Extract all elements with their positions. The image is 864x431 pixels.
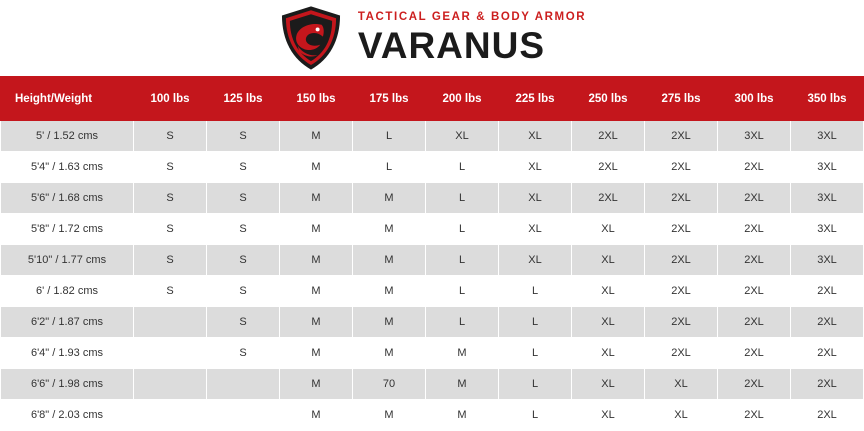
size-cell: S [134,214,207,245]
row-header-height: 6'6" / 1.98 cms [1,369,134,400]
size-cell: S [134,121,207,152]
size-cell: 2XL [791,400,864,431]
column-header-275lbs: 275 lbs [645,77,718,121]
size-cell: 2XL [718,276,791,307]
size-cell: M [280,369,353,400]
size-cell: 2XL [718,338,791,369]
table-header [1,77,864,121]
size-cell: 2XL [572,152,645,183]
varanus-lizard-shield-logo-icon [278,5,344,71]
size-cell: XL [572,276,645,307]
size-cell: 2XL [572,183,645,214]
size-cell: L [426,245,499,276]
size-cell: M [280,183,353,214]
size-cell: M [280,152,353,183]
size-cell: L [499,338,572,369]
table-row [1,400,864,431]
size-cell: M [353,400,426,431]
size-cell: 2XL [645,183,718,214]
header-row [1,77,864,121]
size-cell: S [207,183,280,214]
size-cell: XL [572,245,645,276]
size-cell: L [426,152,499,183]
size-cell: M [353,338,426,369]
size-cell: XL [645,400,718,431]
size-cell: 2XL [645,214,718,245]
column-header-175lbs: 175 lbs [353,77,426,121]
size-cell [134,338,207,369]
brand-name: VARANUS [357,24,546,66]
size-cell: S [134,245,207,276]
size-cell: 2XL [645,245,718,276]
size-cell: M [353,245,426,276]
row-header-height: 5'8" / 1.72 cms [1,214,134,245]
table-row [1,214,864,245]
row-header-height: 5'6" / 1.68 cms [1,183,134,214]
column-header-125lbs: 125 lbs [207,77,280,121]
size-cell: L [426,307,499,338]
size-cell: XL [572,369,645,400]
size-cell: 2XL [645,307,718,338]
size-cell: S [207,152,280,183]
brand-header [0,0,864,76]
size-cell: 2XL [718,214,791,245]
row-header-height: 6' / 1.82 cms [1,276,134,307]
size-cell [134,400,207,431]
size-cell: 2XL [718,369,791,400]
size-cell: 2XL [791,276,864,307]
size-cell: 2XL [718,400,791,431]
size-cell: M [426,338,499,369]
size-cell: 3XL [791,183,864,214]
column-header-300lbs: 300 lbs [718,77,791,121]
size-cell: 70 [353,369,426,400]
size-cell [134,307,207,338]
size-cell: 2XL [791,369,864,400]
size-cell: 3XL [791,152,864,183]
size-cell: L [499,400,572,431]
size-cell: M [353,307,426,338]
size-cell: 3XL [791,214,864,245]
size-cell: XL [645,369,718,400]
row-header-height: 6'8" / 2.03 cms [1,400,134,431]
table-row [1,245,864,276]
size-cell: M [280,307,353,338]
size-cell: M [353,276,426,307]
size-cell: L [499,307,572,338]
size-cell: XL [499,121,572,152]
row-header-height: 5' / 1.52 cms [1,121,134,152]
row-header-height: 6'4" / 1.93 cms [1,338,134,369]
size-cell: 2XL [645,276,718,307]
table-row [1,121,864,152]
size-cell [207,400,280,431]
table-row [1,276,864,307]
row-header-height: 5'10" / 1.77 cms [1,245,134,276]
size-cell: S [134,276,207,307]
size-cell: M [280,245,353,276]
size-cell: S [207,121,280,152]
column-header-height-weight: Height/Weight [1,77,134,121]
size-cell [134,369,207,400]
brand-text [358,12,586,64]
size-cell: 2XL [645,152,718,183]
size-chart-table [0,76,864,431]
size-cell: 2XL [718,307,791,338]
table-row [1,338,864,369]
table-body [1,121,864,431]
size-cell: 3XL [718,121,791,152]
size-cell: S [207,338,280,369]
size-cell: M [280,338,353,369]
size-cell: M [280,121,353,152]
size-cell: L [426,276,499,307]
size-cell: XL [572,307,645,338]
size-cell: M [280,214,353,245]
size-cell: S [134,152,207,183]
size-cell: XL [426,121,499,152]
row-header-height: 6'2" / 1.87 cms [1,307,134,338]
size-cell: XL [499,214,572,245]
size-cell: L [499,369,572,400]
size-cell: L [426,183,499,214]
size-cell: 2XL [645,121,718,152]
size-cell [207,369,280,400]
column-header-100lbs: 100 lbs [134,77,207,121]
size-cell: 2XL [718,183,791,214]
row-header-height: 5'4" / 1.63 cms [1,152,134,183]
table-row [1,183,864,214]
size-cell: XL [572,214,645,245]
size-cell: XL [499,183,572,214]
size-cell: M [280,400,353,431]
column-header-150lbs: 150 lbs [280,77,353,121]
size-cell: 3XL [791,245,864,276]
size-cell: M [426,369,499,400]
size-cell: XL [572,338,645,369]
size-cell: 2XL [718,245,791,276]
size-cell: 2XL [718,152,791,183]
size-cell: M [353,214,426,245]
size-cell: M [353,183,426,214]
table-row [1,152,864,183]
size-cell: S [207,276,280,307]
table-row [1,369,864,400]
column-header-200lbs: 200 lbs [426,77,499,121]
size-cell: L [499,276,572,307]
size-cell: S [207,307,280,338]
size-cell: 2XL [572,121,645,152]
size-cell: XL [572,400,645,431]
size-cell: L [353,152,426,183]
size-cell: S [207,245,280,276]
size-cell: M [426,400,499,431]
table-row [1,307,864,338]
size-cell: XL [499,245,572,276]
size-cell: 3XL [791,121,864,152]
brand-tagline: TACTICAL GEAR & BODY ARMOR [357,11,587,24]
column-header-350lbs: 350 lbs [791,77,864,121]
column-header-250lbs: 250 lbs [572,77,645,121]
size-cell: 2XL [791,338,864,369]
size-cell: S [207,214,280,245]
size-cell: XL [499,152,572,183]
size-cell: 2XL [645,338,718,369]
size-cell: L [426,214,499,245]
size-cell: M [280,276,353,307]
size-cell: L [353,121,426,152]
size-cell: 2XL [791,307,864,338]
size-cell: S [134,183,207,214]
column-header-225lbs: 225 lbs [499,77,572,121]
